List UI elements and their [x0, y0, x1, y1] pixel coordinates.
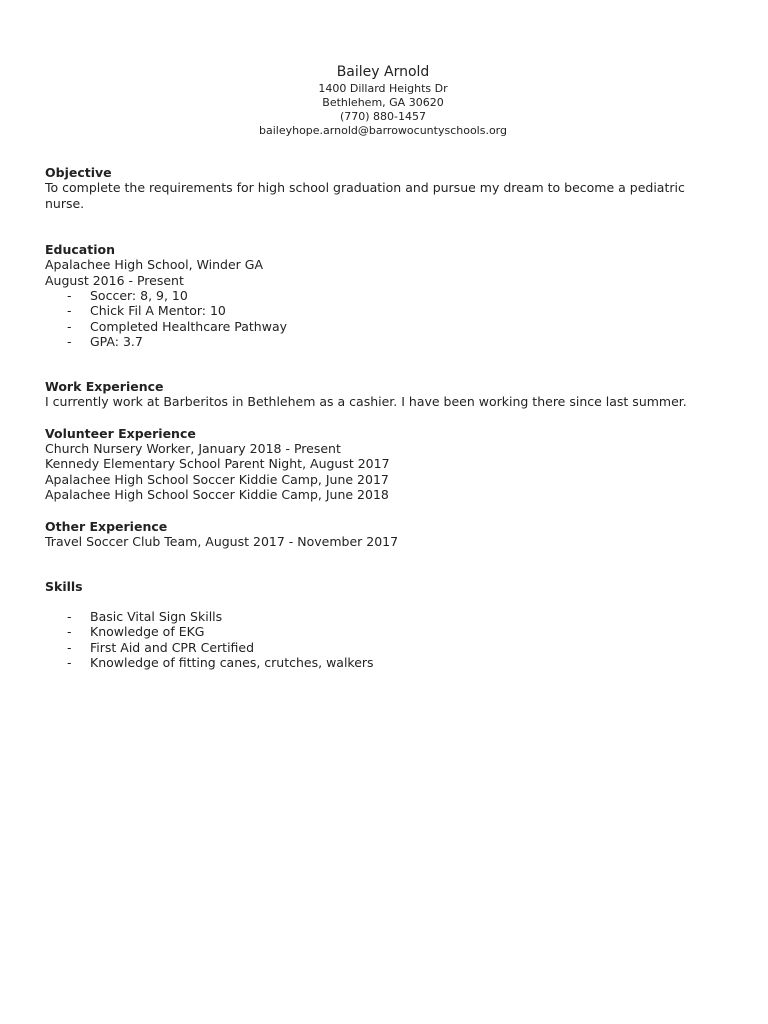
phone-line: (770) 880-1457 — [339, 110, 427, 123]
volunteer-item: Apalachee High School Soccer Kiddie Camp, June 2017 — [45, 471, 389, 487]
resume-header — [45, 62, 721, 138]
volunteer-item: Apalachee High School Soccer Kiddie Camp, June 2018 — [45, 487, 389, 503]
list-item-text: GPA: 3.7 — [90, 333, 143, 349]
skills-section — [45, 579, 725, 670]
dash-marker: - — [67, 288, 72, 303]
volunteer-section — [45, 426, 725, 503]
work-section — [45, 379, 725, 410]
dash-marker: - — [67, 318, 72, 334]
list-item — [45, 334, 725, 349]
school-name: Apalachee High School, Winder GA — [45, 257, 264, 272]
other-section — [45, 519, 725, 550]
list-item-text: Soccer: 8, 9, 10 — [90, 288, 188, 303]
email-line: baileyhope.arnold@barrowocuntyschools.org — [258, 124, 507, 137]
list-item — [45, 319, 725, 334]
education-list — [45, 288, 725, 349]
list-item — [45, 288, 725, 303]
volunteer-title: Volunteer Experience — [45, 425, 196, 441]
list-item-text: Knowledge of fitting canes, crutches, walkers — [90, 655, 374, 671]
resume-page — [45, 62, 725, 670]
list-item — [45, 609, 725, 624]
list-item — [45, 655, 725, 670]
list-item — [45, 624, 725, 639]
work-text: I currently work at Barberitos in Bethlehem as a cashier. I have been working there since last summer. — [45, 394, 687, 410]
candidate-name: Bailey Arnold — [336, 64, 430, 80]
dash-marker: - — [67, 655, 72, 671]
objective-section — [45, 165, 725, 211]
list-item-text: Basic Vital Sign Skills — [90, 609, 223, 625]
dash-marker: - — [67, 609, 72, 625]
objective-title: Objective — [45, 165, 112, 180]
list-item — [45, 640, 725, 655]
list-item-text: First Aid and CPR Certified — [90, 639, 255, 655]
city-line: Bethlehem, GA 30620 — [322, 96, 444, 109]
list-item-text: Chick Fil A Mentor: 10 — [90, 303, 226, 319]
other-title: Other Experience — [45, 518, 168, 534]
other-item: Travel Soccer Club Team, August 2017 - November 2017 — [45, 533, 399, 549]
skills-list — [45, 609, 725, 670]
dash-marker: - — [67, 303, 72, 319]
education-title: Education — [45, 242, 115, 257]
work-title: Work Experience — [45, 379, 164, 395]
skills-title: Skills — [45, 579, 83, 595]
list-item — [45, 303, 725, 318]
school-dates: August 2016 - Present — [45, 272, 184, 288]
list-item-text: Knowledge of EKG — [90, 624, 205, 640]
address-line: 1400 Dillard Heights Dr — [318, 82, 448, 95]
list-item-text: Completed Healthcare Pathway — [90, 318, 287, 334]
dash-marker: - — [67, 333, 72, 349]
dash-marker: - — [67, 624, 72, 640]
dash-marker: - — [67, 639, 72, 655]
objective-text: To complete the requirements for high school graduation and pursue my dream to become a pediatric nurse. — [45, 180, 685, 211]
volunteer-item: Church Nursery Worker, January 2018 - Present — [45, 440, 341, 456]
education-section — [45, 242, 725, 349]
volunteer-item: Kennedy Elementary School Parent Night, August 2017 — [45, 456, 390, 472]
